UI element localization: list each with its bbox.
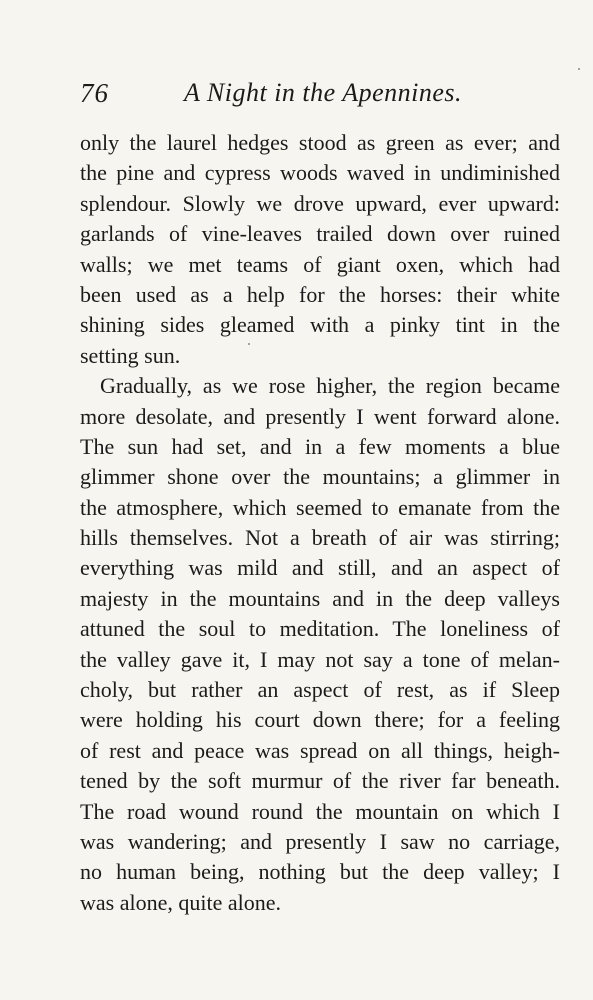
text-line: of rest and peace was spread on all things, heigh- <box>80 737 560 763</box>
page-number: 76 <box>80 78 109 108</box>
paper-speck <box>248 343 250 345</box>
text-line: garlands of vine-leaves trailed down over ruined <box>80 221 560 247</box>
text-line: the valley gave it, I may not say a tone of melan- <box>80 646 560 672</box>
text-line: were holding his court down there; for a feeling <box>80 707 560 733</box>
text-line: tened by the soft murmur of the river far beneath. <box>80 768 560 794</box>
text-line: more desolate, and presently I went forward alone. <box>80 403 560 429</box>
text-line: hills themselves. Not a breath of air was stirring; <box>80 525 560 551</box>
text-line: was alone, quite alone. <box>80 889 281 915</box>
text-line: everything was mild and still, and an aspect of <box>80 555 560 581</box>
paper-speck <box>578 68 580 70</box>
text-line: attuned the soul to meditation. The loneliness of <box>80 616 560 642</box>
text-line: splendour. Slowly we drove upward, ever upward: <box>80 190 560 216</box>
text-line: majesty in the mountains and in the deep valleys <box>80 585 560 611</box>
running-title: A Night in the Apennines. <box>184 78 463 107</box>
text-line: The road wound round the mountain on which I <box>80 798 560 824</box>
text-line: been used as a help for the horses: their white <box>80 281 560 307</box>
text-line: only the laurel hedges stood as green as ever; and <box>80 130 560 155</box>
text-line: was wandering; and presently I saw no carriage, <box>80 828 560 854</box>
text-line: choly, but rather an aspect of rest, as if Sleep <box>80 677 560 703</box>
running-head <box>80 78 560 118</box>
text-line: setting sun. <box>80 342 181 368</box>
text-line: shining sides gleamed with a pinky tint in the <box>80 312 560 338</box>
paragraph <box>80 371 560 918</box>
text-line: The sun had set, and in a few moments a blue <box>80 433 560 459</box>
paragraph <box>80 128 560 371</box>
text-line: the atmosphere, which seemed to emanate from the <box>80 494 560 520</box>
text-line: Gradually, as we rose higher, the region became <box>100 373 560 399</box>
body-text <box>80 128 560 918</box>
text-line: walls; we met teams of giant oxen, which had <box>80 251 560 277</box>
text-line: the pine and cypress woods waved in undiminished <box>80 160 560 186</box>
text-line: no human being, nothing but the deep valley; I <box>80 859 560 885</box>
text-line: glimmer shone over the mountains; a glimmer in <box>80 464 560 490</box>
